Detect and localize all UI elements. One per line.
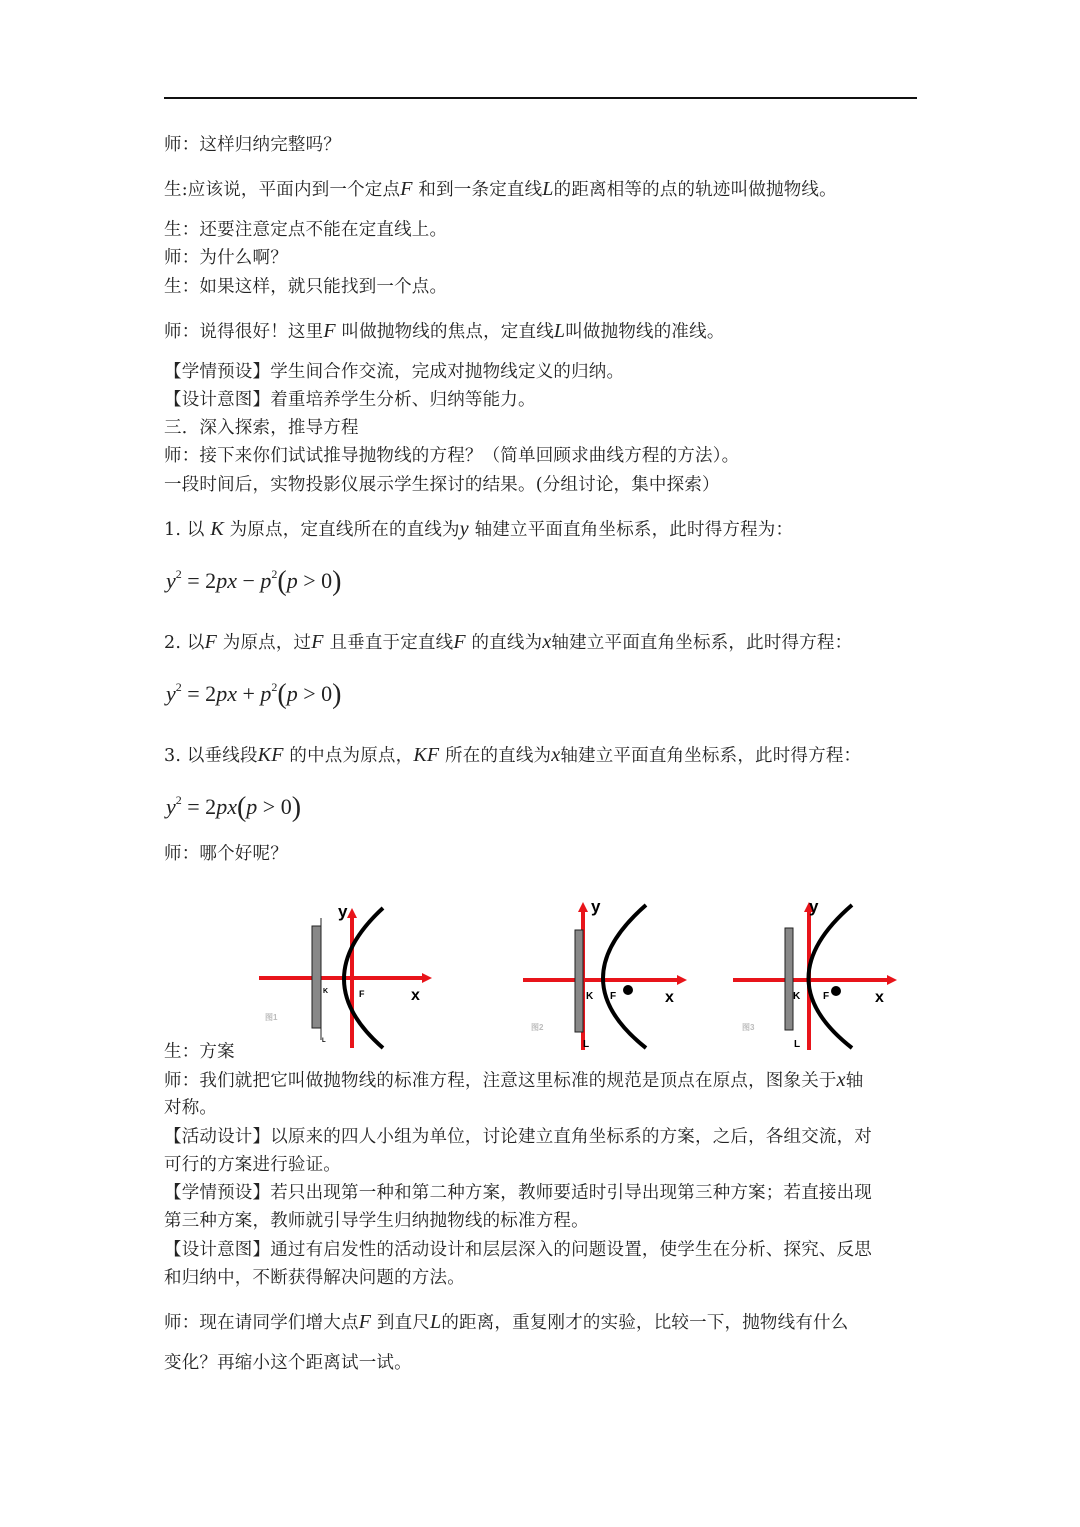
ruler-2 <box>575 930 583 1032</box>
line-9: 三．深入探索，推导方程 <box>164 418 359 438</box>
fig-label-1: 图1 <box>265 1013 278 1022</box>
line-7: 【学情预设】学生间合作交流，完成对抛物线定义的归纳。 <box>164 362 625 382</box>
line-23: 变化？再缩小这个距离试一试。 <box>164 1353 412 1373</box>
focus-dot-2 <box>623 985 633 995</box>
line-15: 对称。 <box>164 1098 218 1118</box>
parabola-2 <box>603 905 646 1048</box>
scheme-2: 2. 以F 为原点，过F 且垂直于定直线F 的直线为x轴建立平面直角坐标系，此时得方程： <box>164 631 853 653</box>
ruler-1 <box>312 926 321 1028</box>
f-label-2: F <box>610 991 617 1002</box>
y-label-1: y <box>338 902 348 921</box>
line-14: 师：我们就把它叫做抛物线的标准方程，注意这里标准的规范是顶点在原点，图象关于x轴 <box>164 1069 864 1091</box>
k-label-1: K <box>323 988 329 995</box>
scheme-3: 3. 以垂线段KF 的中点为原点，KF 所在的直线为x轴建立平面直角坐标系，此时得方程： <box>164 744 862 766</box>
ruler-3 <box>785 928 793 1030</box>
line-22: 师：现在请同学们增大点F 到直尺L的距离，重复刚才的实验，比较一下，抛物线有什么 <box>164 1311 849 1333</box>
line-18: 【学情预设】若只出现第一种和第二种方案，教师要适时引导出现第三种方案；若直接出现 <box>164 1183 872 1203</box>
diagram-1 <box>259 902 428 1048</box>
line-11: 一段时间后，实物投影仪展示学生探讨的结果。(分组讨论，集中探索） <box>164 475 720 495</box>
x-label-3: x <box>875 989 884 1006</box>
line-19: 第三种方案，教师就引导学生归纳抛物线的标准方程。 <box>164 1211 589 1231</box>
l-label-1: L <box>322 1038 326 1044</box>
line-2: 生:应该说，平面内到一个定点F 和到一条定直线L的距离相等的点的轨迹叫做抛物线。 <box>164 178 837 200</box>
f-label-3: F <box>823 991 830 1002</box>
equation-3: $y^2 = 2px(p > 0)$ <box>166 792 302 823</box>
y-label-3: y <box>809 897 819 916</box>
x-label-2: x <box>665 989 674 1006</box>
line-3: 生：还要注意定点不能在定直线上。 <box>164 220 448 240</box>
y-label-2: y <box>591 897 601 916</box>
f-label-1: F <box>359 989 365 999</box>
line-1: 师：这样归纳完整吗？ <box>164 135 341 155</box>
equation-1: $y^2 = 2px - p^2(p > 0)$ <box>166 566 342 597</box>
diagram-3 <box>733 897 893 1050</box>
line-20: 【设计意图】通过有启发性的活动设计和层层深入的问题设置，使学生在分析、探究、反思 <box>164 1240 872 1260</box>
k-label-3: K <box>793 991 801 1002</box>
line-21: 和归纳中，不断获得解决问题的方法。 <box>164 1268 465 1288</box>
parabola-3 <box>809 905 853 1048</box>
line-16: 【活动设计】以原来的四人小组为单位，讨论建立直角坐标系的方案，之后，各组交流，对 <box>164 1127 872 1147</box>
equation-2: $y^2 = 2px + p^2(p > 0)$ <box>166 679 342 710</box>
scheme-1: 1. 以 K 为原点，定直线所在的直线为y 轴建立平面直角坐标系，此时得方程为： <box>164 518 794 540</box>
fig-label-2: 图2 <box>531 1023 544 1032</box>
fig-label-3: 图3 <box>742 1023 755 1032</box>
line-8: 【设计意图】着重培养学生分析、归纳等能力。 <box>164 390 536 410</box>
line-17: 可行的方案进行验证。 <box>164 1155 341 1175</box>
line-4: 师：为什么啊？ <box>164 248 288 268</box>
x-label-1: x <box>411 987 420 1004</box>
line-13: 生：方案 <box>164 1042 235 1062</box>
k-label-2: K <box>586 991 594 1002</box>
focus-dot-3 <box>831 986 841 996</box>
line-6: 师：说得很好！这里F 叫做抛物线的焦点，定直线L叫做抛物线的准线。 <box>164 320 725 342</box>
diagram-2 <box>523 897 683 1050</box>
l-label-3: L <box>794 1039 801 1050</box>
line-5: 生：如果这样，就只能找到一个点。 <box>164 277 448 297</box>
line-12: 师：哪个好呢？ <box>164 844 288 864</box>
l-label-2: L <box>583 1039 590 1050</box>
line-10: 师：接下来你们试试推导抛物线的方程？（简单回顾求曲线方程的方法）。 <box>164 446 740 466</box>
